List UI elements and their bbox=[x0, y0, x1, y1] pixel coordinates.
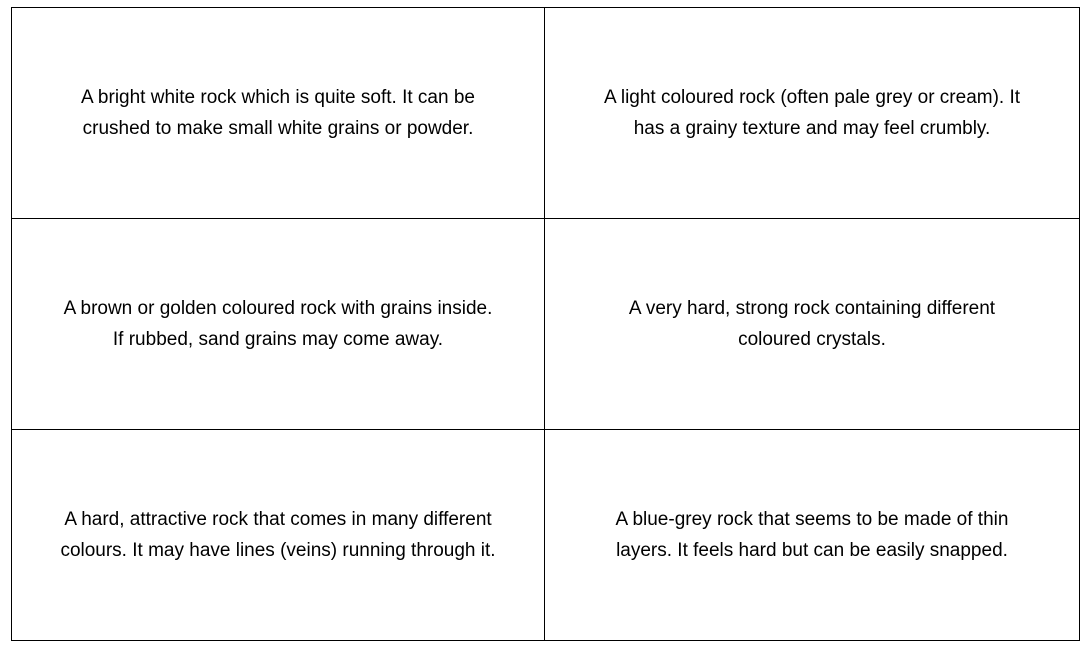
card-cell bbox=[12, 430, 545, 641]
card-text: A bright white rock which is quite soft. It can be crushed to make small white grains or powder. bbox=[81, 87, 475, 139]
table-row bbox=[12, 430, 1080, 641]
card-text: A hard, attractive rock that comes in many different colours. It may have lines (veins) running through it. bbox=[60, 509, 496, 561]
table-row bbox=[12, 8, 1080, 219]
card-text: A light coloured rock (often pale grey or cream). It has a grainy texture and may feel crumbly. bbox=[603, 87, 1021, 139]
card-text: A very hard, strong rock containing different coloured crystals. bbox=[628, 298, 996, 350]
card-text: A blue-grey rock that seems to be made of thin layers. It feels hard but can be easily snapped. bbox=[615, 509, 1009, 561]
card-cell bbox=[545, 8, 1080, 219]
card-cell bbox=[12, 8, 545, 219]
card-cell bbox=[545, 219, 1080, 430]
card-text: A brown or golden coloured rock with grains inside. If rubbed, sand grains may come away. bbox=[63, 298, 493, 350]
card-cell bbox=[12, 219, 545, 430]
card-cell bbox=[545, 430, 1080, 641]
rock-description-cards-table bbox=[11, 7, 1080, 641]
table-row bbox=[12, 219, 1080, 430]
